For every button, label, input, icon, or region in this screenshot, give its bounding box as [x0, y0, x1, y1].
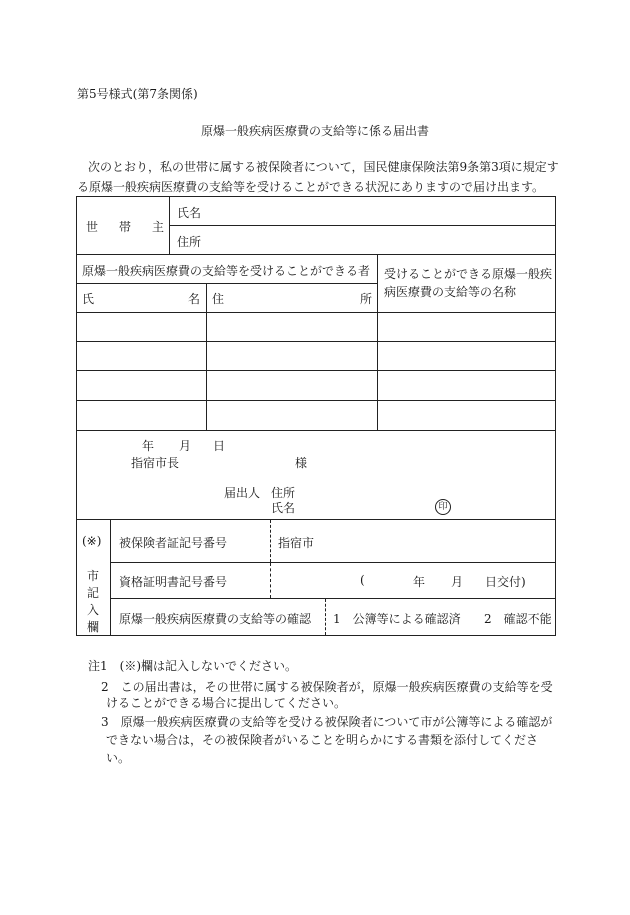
seal-mark-icon: 印: [435, 499, 451, 515]
confirmation-option-confirmed: 1 公簿等による確認済: [333, 612, 461, 626]
eligible-address-header: 住 所: [212, 292, 372, 306]
insurance-card-number-label: 被保険者証記号番号: [119, 536, 228, 550]
date-year: 年: [142, 439, 155, 453]
note-3-line2: できない場合は，その被保険者がいることを明らかにする書類を添付してくださ: [106, 733, 539, 747]
confirmation-option-unconfirmable: 2 確認不能: [484, 612, 552, 626]
cert-issued-date: 日交付): [485, 575, 526, 589]
household-address-label: 住所: [177, 235, 202, 249]
eligible-persons-header: 原爆一般疾病医療費の支給等を受けることができる者: [82, 264, 371, 278]
addressee-honorific: 様: [295, 456, 308, 470]
applicant-label: 届出人: [224, 486, 261, 500]
qualification-cert-number-label: 資格証明書記号番号: [119, 575, 228, 589]
form-number: 第5号様式(第7条関係): [77, 87, 198, 101]
household-head-label: 世 帯 主: [86, 220, 164, 234]
intro-text-line2: る原爆一般疾病医療費の支給等を受けることができる状況にありますので届け出ます。: [77, 180, 545, 194]
date-month: 月: [179, 439, 192, 453]
office-use-mark: (※): [82, 534, 102, 548]
applicant-address-label: 住所: [271, 486, 296, 500]
intro-text-line1: 次のとおり，私の世帯に属する被保険者について，国民健康保険法第9条第3項に規定す: [88, 160, 559, 174]
applicant-name-label: 氏名: [271, 501, 296, 515]
document-title: 原爆一般疾病医療費の支給等に係る届出書: [200, 124, 429, 138]
cert-year: 年: [413, 575, 426, 589]
note-1: 注1 (※)欄は記入しないでください。: [88, 659, 297, 673]
household-name-label: 氏名: [177, 206, 202, 220]
cert-month: 月: [451, 575, 464, 589]
date-day: 日: [213, 439, 226, 453]
eligible-name-header: 氏 名: [82, 292, 200, 306]
note-2-line1: 2 この届出書は，その世帯に属する被保険者が，原爆一般疾病医療費の支給等を受: [101, 680, 553, 694]
benefit-name-header-line1: 受けることができる原爆一般疾: [384, 267, 553, 281]
note-2-line2: けることができる場合に提出してください。: [106, 696, 347, 710]
benefit-name-header-line2: 病医療費の支給等の名称: [384, 285, 517, 299]
benefit-confirmation-label: 原爆一般疾病医療費の支給等の確認: [119, 612, 312, 626]
city-name: 指宿市: [278, 536, 315, 550]
note-3-line1: 3 原爆一般疾病医療費の支給等を受ける被保険者について市が公簿等による確認が: [101, 715, 553, 729]
addressee: 指宿市長: [131, 456, 180, 470]
note-3-line3: い。: [106, 751, 131, 765]
office-use-vertical-label: 市 記 入 欄: [87, 569, 100, 634]
cert-paren-open: (: [360, 573, 365, 587]
